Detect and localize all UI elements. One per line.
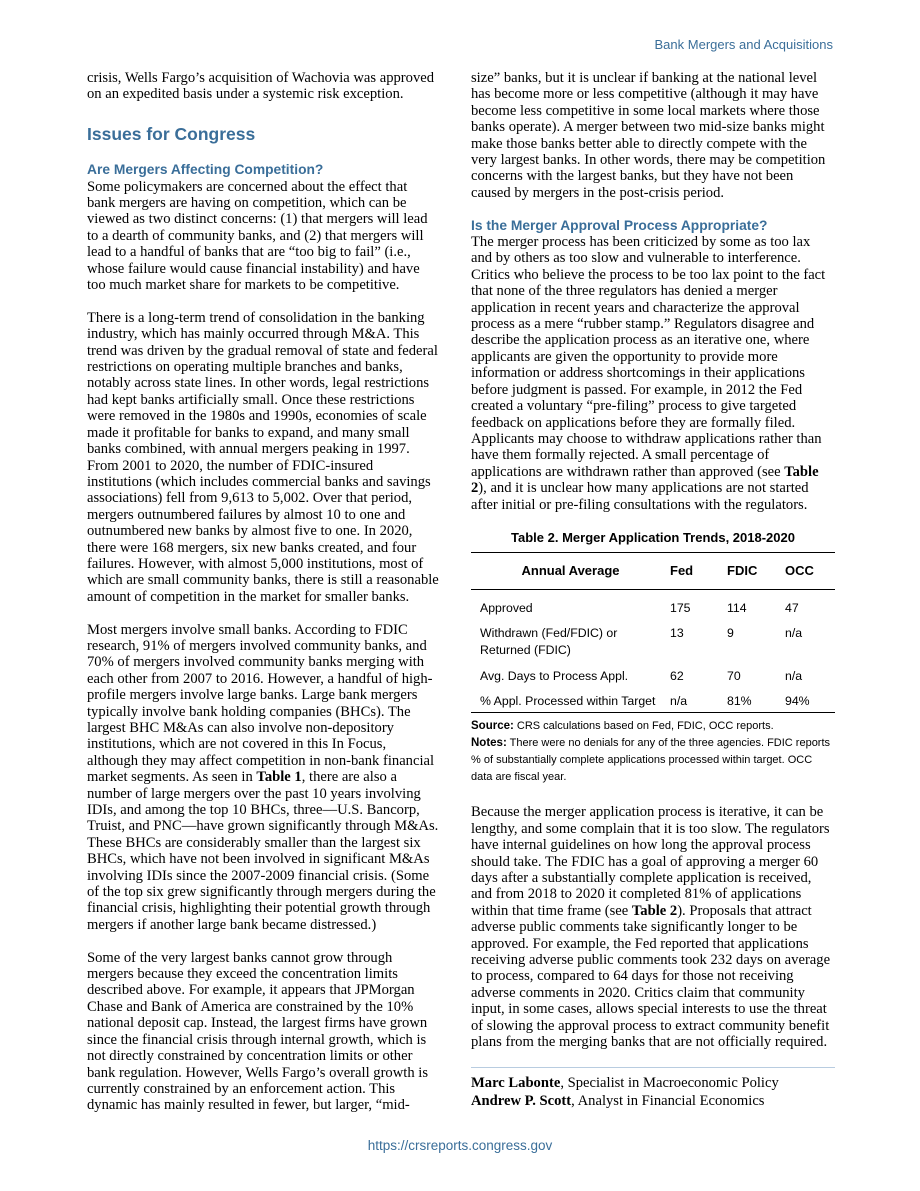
- footer-link[interactable]: https://crsreports.congress.gov: [367, 1138, 553, 1153]
- table-row: [471, 619, 835, 662]
- table-cell: n/a: [785, 669, 803, 684]
- table-cell: n/a: [785, 626, 803, 641]
- table-cell: % Appl. Processed within Target: [471, 687, 670, 713]
- right-column: [471, 70, 835, 1110]
- subsection-heading: Are Mergers Affecting Competition?: [87, 162, 324, 178]
- paragraph: size” banks, but it is unclear if banking at the national level has become more or less competitive (although it may have become less competitive in some local markets where those banks operate). A merger between two mid-size banks might make those banks better able to directly compete with the very largest banks. In other words, there may be competition concerns with the largest banks, but they have not been caused by mergers in the post-crisis period.: [471, 70, 826, 201]
- table-reference: Table 1: [256, 769, 302, 786]
- table-cell: 13: [670, 626, 684, 641]
- column-header: OCC: [785, 553, 835, 590]
- table-row: [471, 662, 835, 687]
- author-line: Marc Labonte, Specialist in Macroeconomic Policy: [471, 1075, 779, 1092]
- table-cell: 62: [670, 669, 684, 684]
- table-header-row: [471, 553, 835, 590]
- column-header: FDIC: [727, 553, 785, 590]
- author-line: Andrew P. Scott, Analyst in Financial Economics: [471, 1093, 765, 1110]
- table-cell: 47: [785, 601, 799, 616]
- column-header: Annual Average: [471, 553, 670, 590]
- table-cell: 114: [727, 601, 747, 616]
- merger-trends-table: [471, 552, 835, 713]
- table-source: Source: CRS calculations based on Fed, FDIC, OCC reports.: [471, 720, 774, 733]
- table-cell: Approved: [480, 601, 533, 616]
- table-reference: Table 2: [631, 902, 678, 919]
- paragraph: Some of the very largest banks cannot grow through mergers because they exceed the concentration limits described above. For example, it appears that JPMorgan Chase and Bank of America are constrained by the 10% national deposit cap. Instead, the largest firms have grown since the financial crisis through internal growth, which is not directly constrained by concentration limits or other bank regulation. However, Wells Fargo’s overall growth is currently constrained by an enforcement action. This dynamic has mainly resulted in fewer, but larger, “mid-: [87, 949, 428, 1114]
- table-cell: 175: [670, 601, 691, 616]
- table-reference: Table 2: [471, 463, 819, 497]
- column-header: Fed: [670, 553, 727, 590]
- paragraph: Because the merger application process is iterative, it can be lengthy, and some complain that it is too slow. The regulators have internal guidelines on how long the approval process should take. The FDIC has a goal of approving a merger 60 days after a substantially complete application is received, and from 2018 to 2020 it completed 81% of applications within that time frame (see Table 2). Proposals that attract adverse public comments take significantly longer to be approved. For example, the Fed reported that applications receiving adverse public comments took 232 days on average to process, compared to 64 days for those not receiving adverse comments in 2020. Critics claim that community input, in some cases, allows special interests to use the threat of slowing the approval process to extract community benefit plans from the merging banks that are not officially required.: [471, 804, 831, 1051]
- running-header: Bank Mergers and Acquisitions: [654, 37, 833, 52]
- table-notes: Notes: There were no denials for any of the three agencies. FDIC reports % of substantially complete applications processed within target. OCC data are fiscal year.: [471, 737, 831, 784]
- table-cell: n/a: [670, 687, 727, 713]
- table-cell: 70: [727, 669, 741, 684]
- paragraph: The merger process has been criticized by some as too lax and by others as too slow and vulnerable to interference. Critics who believe the process to be too lax point to the fact that none of the three regulators has denied a merger application in recent years and characterize the approval process as a mere “rubber stamp.” Regulators disagree and describe the application process as an iterative one, where applicants are given the opportunity to provide more information or address shortcomings in their applications before judgment is passed. For example, in 2012 the Fed created a voluntary “pre-filing” process to give targeted feedback on applications before they are formally filed. Applicants may choose to withdraw applications rather than have them formally rejected. A small percentage of applications are withdrawn rather than approved (see Table 2), and it is unclear how many applications are not started after initial or pre-filing consultations with the regulators.: [471, 234, 826, 513]
- table-cell: 94%: [785, 687, 835, 713]
- section-heading: Issues for Congress: [87, 123, 256, 144]
- subsection-heading: Is the Merger Approval Process Appropriate?: [471, 217, 768, 233]
- table-cell: Withdrawn (Fed/FDIC) or Returned (FDIC): [480, 626, 618, 657]
- left-column: [87, 70, 439, 1130]
- table-cell: Avg. Days to Process Appl.: [480, 669, 629, 684]
- table-row: [471, 590, 835, 620]
- table-cell: 9: [727, 626, 734, 641]
- paragraph: Some policymakers are concerned about the effect that bank mergers are having on competition, which can be viewed as two distinct concerns: (1) that mergers will lead to a dearth of community banks, and (2) that mergers will lead to a handful of banks that are “too big to fail” (i.e., whose failure would cause financial instability) and have too much market share for markets to be competitive.: [87, 178, 428, 294]
- paragraph: Most mergers involve small banks. According to FDIC research, 91% of mergers involved community banks, and 70% of mergers involved community banks merging with each other from 2007 to 2016. However, a handful of high-profile mergers involve large banks. Large bank mergers typically involve bank holding companies (BHCs). The largest BHC M&As can also involve non-depository institutions, which are not covered in this In Focus, although they may affect competition in non-bank financial market segments. As seen in Table 1, there are also a number of large mergers over the past 10 years involving IDIs, and among the top 10 BHCs, three—U.S. Bancorp, Truist, and PNC—have grown significantly through M&As. These BHCs are considerably smaller than the largest six BHCs, which have not been involved in significant M&As involving IDIs since the 2007-2009 financial crisis. (Some of the top six grew significantly through mergers during the financial crisis, highlighting their potential growth through mergers if another large bank became distressed.): [87, 621, 439, 933]
- author-block: [471, 1067, 835, 1110]
- paragraph: There is a long-term trend of consolidation in the banking industry, which has mainly occurred through M&A. This trend was driven by the gradual removal of state and federal restrictions on operating multiple branches and banks, notably across state lines. In other words, legal restrictions had kept banks artificially small. Once these restrictions were removed in the 1980s and 1990s, economies of scale made it profitable for banks to expand, and many small banks combined, with annual mergers peaking in 1997. From 2001 to 2020, the number of FDIC-insured institutions (which includes commercial banks and savings associations) fell from 9,613 to 5,002. Over that period, mergers outnumbered failures by almost 10 to one and outnumbered new banks by almost five to one. In 2020, there were 168 mergers, six new banks created, and four failures. However, with almost 5,000 institutions, most of which are small community banks, there is still a reasonable amount of competition in the market for smaller banks.: [87, 309, 439, 605]
- paragraph: crisis, Wells Fargo’s acquisition of Wachovia was approved on an expedited basis under a systemic risk exception.: [87, 70, 435, 103]
- table-cell: 81%: [727, 687, 785, 713]
- table-caption: Table 2. Merger Application Trends, 2018-2020: [511, 529, 795, 545]
- table-row: [471, 687, 835, 713]
